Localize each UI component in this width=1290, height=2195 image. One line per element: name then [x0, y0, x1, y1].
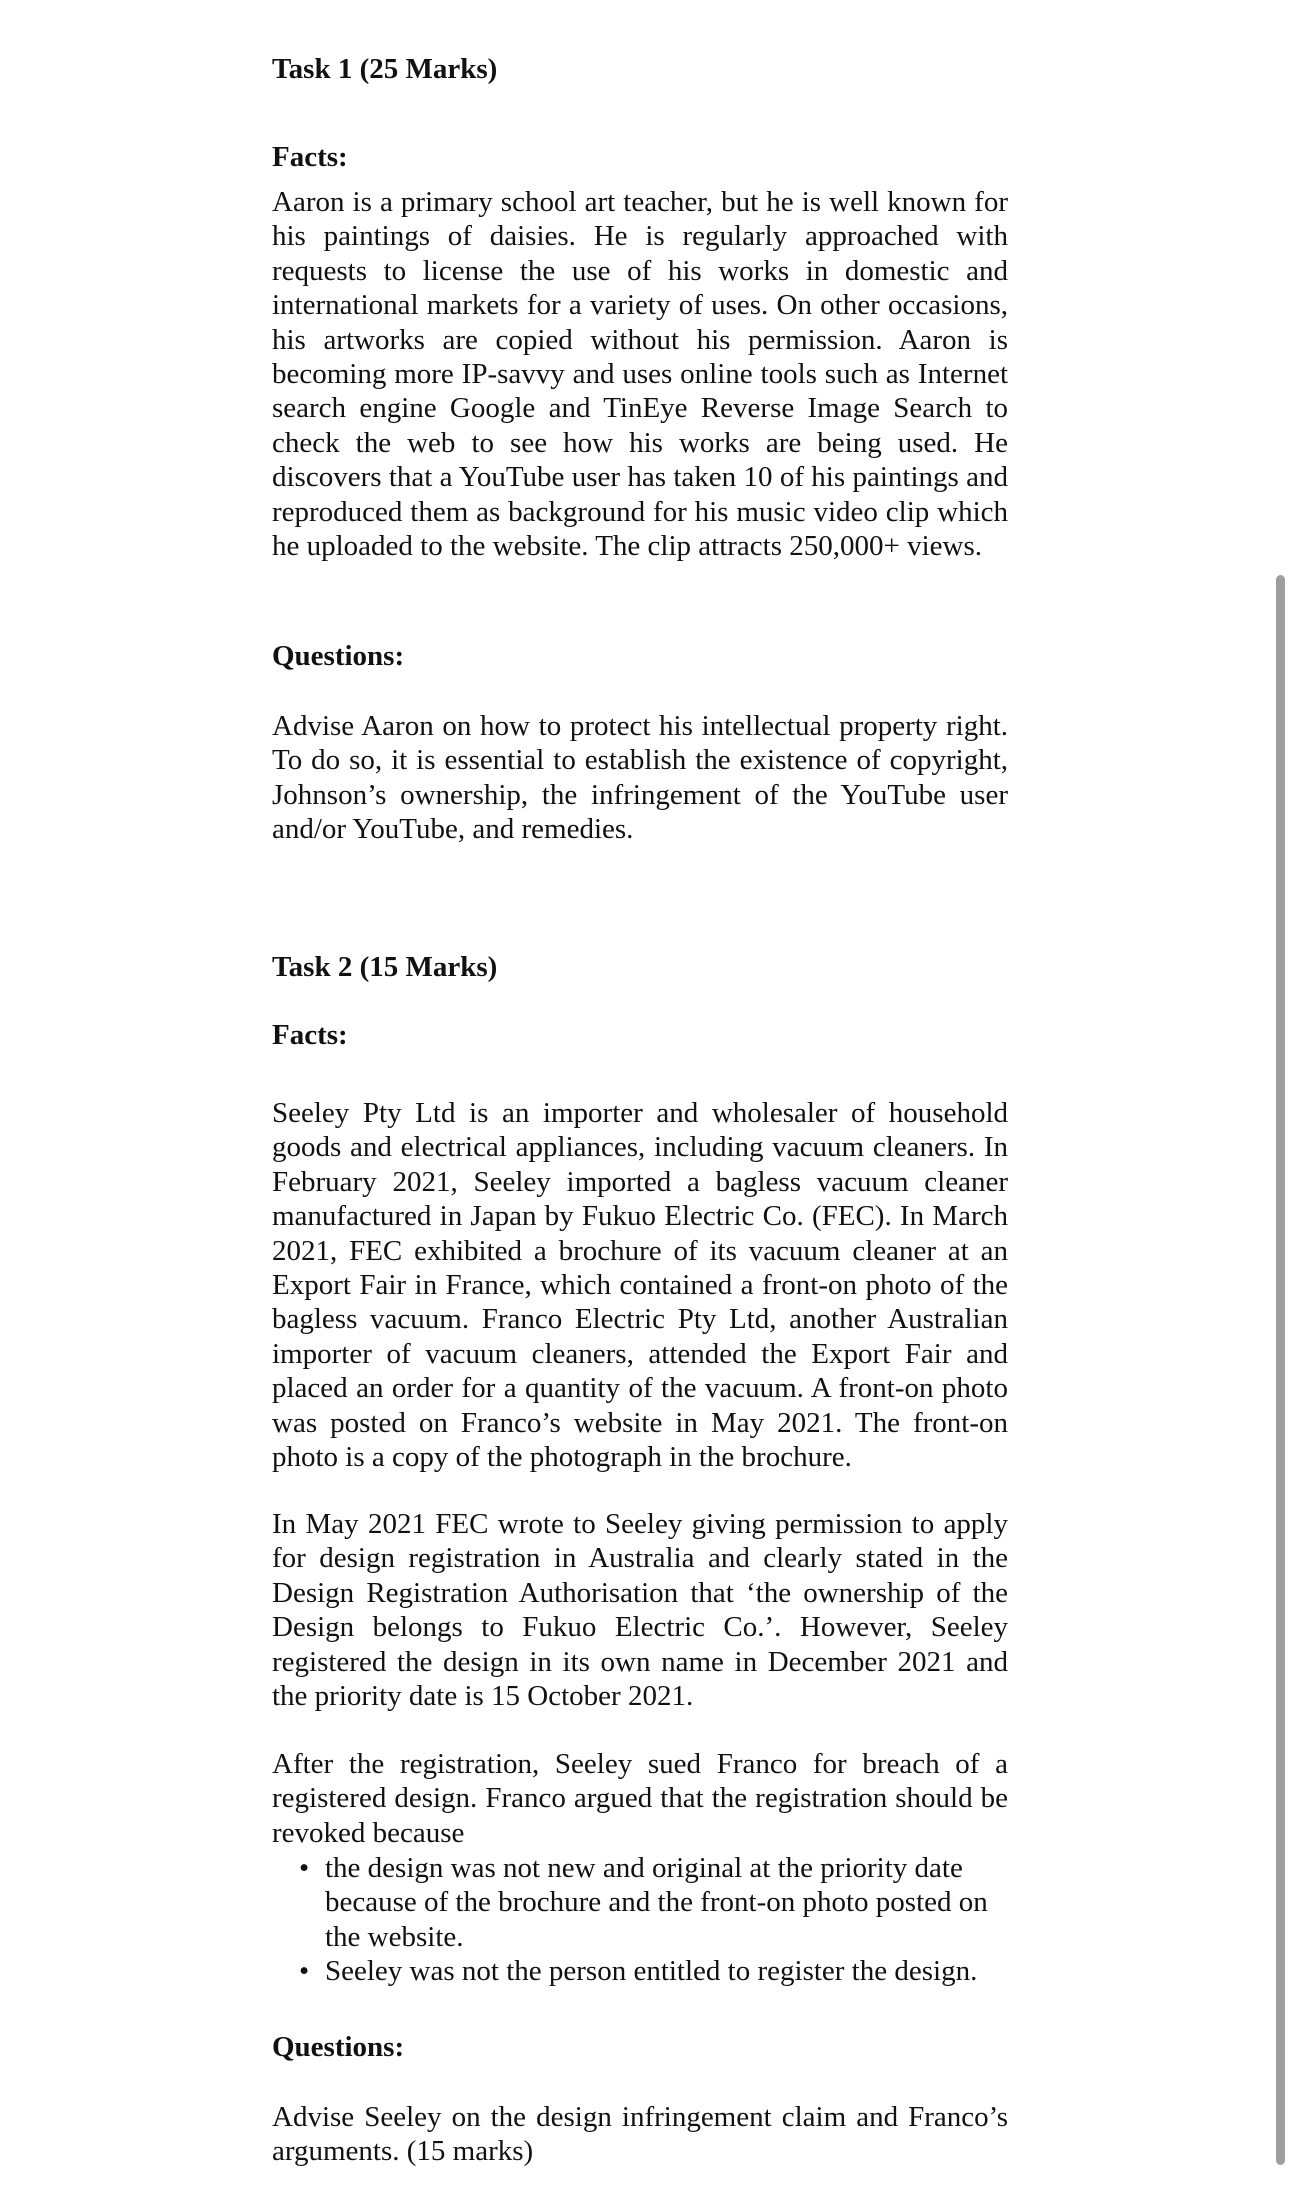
task2-facts-para2: In May 2021 FEC wrote to Seeley giving permission to apply for design registration in Australia and clearly stated in the Design Registration Authorisation that ‘the ownership of the Design belongs to Fukuo Electric Co.’. However, Seeley registered the design in its own name in December 2021 and the priority date is 15 October 2021. [272, 1508, 1008, 1713]
task1-facts-heading: Facts: [272, 141, 348, 173]
task1-facts-text: Aaron is a primary school art teacher, but he is well known for his paintings of daisies. He is regularly approached with requests to license the use of his works in domestic and international markets for a variety of uses. On other occasions, his artworks are copied without his permission. Aaron is becoming more IP-savvy and uses online tools such as Internet search engine Google and TinEye Reverse Image Search to check the web to see how his works are being used. He discovers that a YouTube user has taken 10 of his paintings and reproduced them as background for his music video clip which he uploaded to the website. The clip attracts 250,000+ views. [272, 186, 1008, 563]
list-item [299, 1851, 1008, 1954]
task2-questions-text: Advise Seeley on the design infringement claim and Franco’s arguments. (15 marks) [272, 2101, 1008, 2168]
task2-title: Task 2 (15 Marks) [272, 951, 498, 983]
bullet-icon: • [299, 1852, 310, 1884]
list-item-text: Seeley was not the person entitled to register the design. [325, 1955, 978, 1988]
bullet-icon: • [299, 1955, 310, 1988]
task1-questions-text: Advise Aaron on how to protect his intellectual property right. To do so, it is essential to establish the existence of copyright, Johnson’s ownership, the infringement of the YouTube user and/or YouTube, and remedies. [272, 710, 1008, 846]
task1-questions-heading: Questions: [272, 640, 405, 672]
list-item [299, 1954, 1008, 1988]
task2-facts-para1: Seeley Pty Ltd is an importer and wholesaler of household goods and electrical appliances, including vacuum cleaners. In February 2021, Seeley imported a bagless vacuum cleaner manufactured in Japan by Fukuo Electric Co. (FEC). In March 2021, FEC exhibited a brochure of its vacuum cleaner at an Export Fair in France, which contained a front-on photo of the bagless vacuum. Franco Electric Pty Ltd, another Australian importer of vacuum cleaners, attended the Export Fair and placed an order for a quantity of the vacuum. A front-on photo was posted on Franco’s website in May 2021. The front-on photo is a copy of the photograph in the brochure. [272, 1097, 1008, 1474]
task2-questions-heading: Questions: [272, 2031, 405, 2063]
list-item-text: the design was not new and original at the priority date because of the brochure and the front-on photo posted on the website. [325, 1852, 988, 1953]
task2-facts-heading: Facts: [272, 1019, 348, 1051]
task2-argument-list [272, 1851, 1008, 1989]
vertical-scrollbar[interactable] [1276, 575, 1285, 2165]
task2-facts-para3: After the registration, Seeley sued Franco for breach of a registered design. Franco argued that the registration should be revoked because [272, 1748, 1008, 1849]
task1-title: Task 1 (25 Marks) [272, 53, 498, 85]
